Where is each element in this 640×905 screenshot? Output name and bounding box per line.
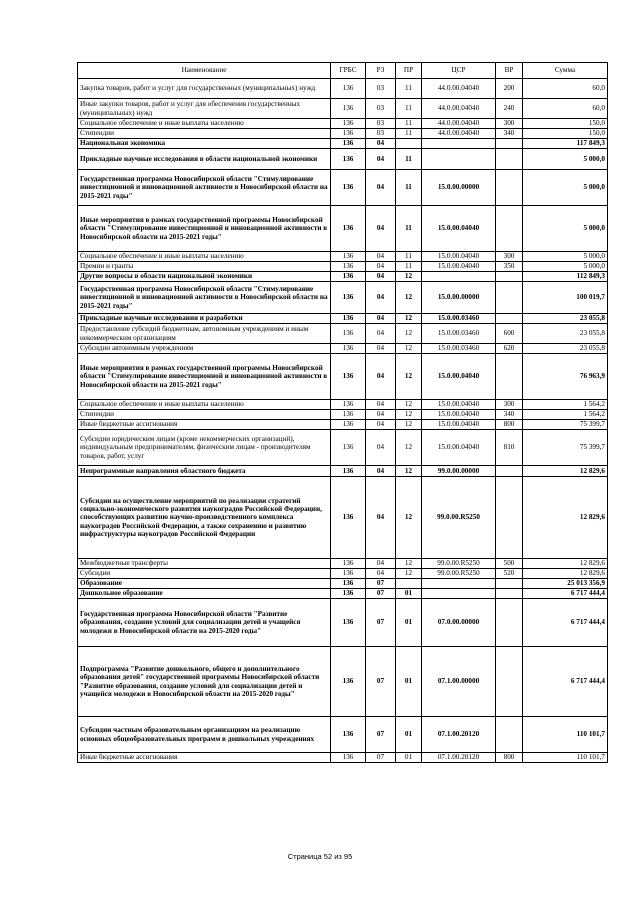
cell-pr: 12 <box>396 430 422 466</box>
table-row <box>78 753 608 763</box>
cell-csr: 99.0.00.00000 <box>422 466 496 477</box>
cell-pr: 12 <box>396 466 422 477</box>
cell-grbs: 136 <box>331 170 366 206</box>
cell-name: Иные бюджетные ассигнования <box>78 420 331 430</box>
table-row <box>78 252 608 262</box>
table-row <box>78 599 608 647</box>
cell-rz: 04 <box>366 262 396 272</box>
table-row <box>78 119 608 129</box>
cell-sum: 12 829,6 <box>523 466 608 477</box>
table-row <box>78 79 608 99</box>
table-row <box>78 170 608 206</box>
cell-rz: 07 <box>366 717 396 753</box>
cell-grbs: 136 <box>331 139 366 149</box>
cell-vr: 810 <box>496 430 523 466</box>
table-row <box>78 579 608 589</box>
cell-rz: 04 <box>366 344 396 354</box>
cell-csr: 15.0.00.00000 <box>422 170 496 206</box>
table-header-row <box>78 63 608 79</box>
cell-csr <box>422 139 496 149</box>
cell-pr: 12 <box>396 344 422 354</box>
cell-sum: 25 013 356,9 <box>523 579 608 589</box>
cell-sum: 117 849,3 <box>523 139 608 149</box>
cell-name: Социальное обеспечение и иные выплаты населению <box>78 119 331 129</box>
cell-sum: 60,0 <box>523 79 608 99</box>
cell-csr: 07.0.00.00000 <box>422 599 496 647</box>
cell-vr <box>496 477 523 559</box>
cell-vr <box>496 579 523 589</box>
cell-vr: 800 <box>496 753 523 763</box>
cell-vr: 600 <box>496 324 523 344</box>
cell-csr <box>422 149 496 170</box>
cell-name: Государственная программа Новосибирской области "Стимулирование инвестиционной и инновационной активности в Новосибирской области на 2015-2021 годы" <box>78 170 331 206</box>
cell-rz: 04 <box>366 139 396 149</box>
cell-sum: 150,0 <box>523 119 608 129</box>
cell-sum: 6 717 444,4 <box>523 599 608 647</box>
cell-vr: 620 <box>496 344 523 354</box>
cell-rz: 04 <box>366 282 396 314</box>
cell-rz: 07 <box>366 589 396 599</box>
cell-name: Другие вопросы в области национальной экономики <box>78 272 331 282</box>
cell-name: Премии и гранты <box>78 262 331 272</box>
cell-name: Образование <box>78 579 331 589</box>
cell-rz: 04 <box>366 477 396 559</box>
cell-name: Иные мероприятия в рамках государственной программы Новосибирской области "Стимулирование инвестиционной и инновационной активности в Новосибирской области на 2015-2021 годы" <box>78 206 331 252</box>
cell-name: Национальная экономика <box>78 139 331 149</box>
cell-pr: 11 <box>396 149 422 170</box>
cell-name: Прикладные научные исследования в области национальной экономики <box>78 149 331 170</box>
cell-vr: 520 <box>496 569 523 579</box>
cell-vr <box>496 717 523 753</box>
cell-name: Иные закупки товаров, работ и услуг для обеспечения государственных (муниципальных) нужд <box>78 99 331 119</box>
table-row <box>78 206 608 252</box>
cell-grbs: 136 <box>331 589 366 599</box>
cell-csr: 15.0.00.04040 <box>422 420 496 430</box>
cell-pr: 12 <box>396 569 422 579</box>
cell-sum: 12 829,6 <box>523 559 608 569</box>
cell-name: Государственная программа Новосибирской области "Развитие образования, создание условий для социализации детей и учащейся молодежи в Новосибирской области на 2015-2020 годы" <box>78 599 331 647</box>
cell-name: Закупка товаров, работ и услуг для государственных (муниципальных) нужд <box>78 79 331 99</box>
cell-sum: 76 963,9 <box>523 354 608 400</box>
cell-name: Социальное обеспечение и иные выплаты населению <box>78 400 331 410</box>
cell-grbs: 136 <box>331 314 366 324</box>
cell-grbs: 136 <box>331 79 366 99</box>
cell-pr: 12 <box>396 420 422 430</box>
cell-csr: 07.1.00.20120 <box>422 717 496 753</box>
cell-vr: 300 <box>496 119 523 129</box>
cell-name: Прикладные научные исследования и разработки <box>78 314 331 324</box>
cell-pr: 11 <box>396 99 422 119</box>
table-row <box>78 324 608 344</box>
cell-sum: 5 000,0 <box>523 170 608 206</box>
header-csr: ЦСР <box>422 63 496 79</box>
cell-pr: 12 <box>396 477 422 559</box>
cell-pr: 11 <box>396 129 422 139</box>
cell-csr: 15.0.00.04040 <box>422 262 496 272</box>
cell-name: Непрограммные направления областного бюджета <box>78 466 331 477</box>
budget-table <box>77 62 608 763</box>
cell-pr: 01 <box>396 647 422 717</box>
cell-csr <box>422 579 496 589</box>
cell-csr: 15.0.00.00000 <box>422 282 496 314</box>
cell-name: Подпрограмма "Развитие дошкольного, общего и дополнительного образования детей" государственной программы Новосибирской области "Развитие образования, создание условий для социализации детей и учащейся молодежи в Новосибирской области на 2015-2020 годы" <box>78 647 331 717</box>
table-row <box>78 477 608 559</box>
cell-name: Субсидии юридическим лицам (кроме некоммерческих организаций), индивидуальным предпринимателям, физическим лицам - производителям товаров, работ, услуг <box>78 430 331 466</box>
cell-name: Предоставление субсидий бюджетным, автономным учреждениям и иным некоммерческим организациям <box>78 324 331 344</box>
cell-rz: 04 <box>366 272 396 282</box>
cell-grbs: 136 <box>331 99 366 119</box>
cell-rz: 04 <box>366 206 396 252</box>
cell-rz: 03 <box>366 129 396 139</box>
cell-grbs: 136 <box>331 206 366 252</box>
cell-sum: 6 717 444,4 <box>523 589 608 599</box>
cell-pr: 11 <box>396 170 422 206</box>
cell-sum: 110 101,7 <box>523 717 608 753</box>
cell-vr <box>496 354 523 400</box>
cell-vr: 800 <box>496 420 523 430</box>
cell-pr: 01 <box>396 599 422 647</box>
cell-grbs: 136 <box>331 717 366 753</box>
cell-rz: 07 <box>366 647 396 717</box>
cell-grbs: 136 <box>331 579 366 589</box>
cell-rz: 04 <box>366 559 396 569</box>
cell-grbs: 136 <box>331 272 366 282</box>
cell-grbs: 136 <box>331 354 366 400</box>
table-row <box>78 559 608 569</box>
cell-sum: 23 055,8 <box>523 324 608 344</box>
cell-grbs: 136 <box>331 149 366 170</box>
cell-rz: 07 <box>366 753 396 763</box>
table-row <box>78 262 608 272</box>
cell-name: Государственная программа Новосибирской области "Стимулирование инвестиционной и инновационной активности в Новосибирской области на 2015-2021 годы" <box>78 282 331 314</box>
cell-rz: 04 <box>366 170 396 206</box>
table-row <box>78 282 608 314</box>
header-pr: ПР <box>396 63 422 79</box>
cell-csr: 99.0.00.R5250 <box>422 569 496 579</box>
cell-vr: 340 <box>496 410 523 420</box>
cell-name: Иные мероприятия в рамках государственной программы Новосибирской области "Стимулирование инвестиционной и инновационной активности в Новосибирской области на 2015-2021 годы" <box>78 354 331 400</box>
cell-pr: 12 <box>396 354 422 400</box>
cell-sum: 150,0 <box>523 129 608 139</box>
cell-vr <box>496 282 523 314</box>
cell-pr: 01 <box>396 589 422 599</box>
cell-vr: 500 <box>496 559 523 569</box>
cell-rz: 03 <box>366 79 396 99</box>
cell-pr: 12 <box>396 400 422 410</box>
cell-grbs: 136 <box>331 252 366 262</box>
cell-name: Дошкольное образование <box>78 589 331 599</box>
cell-csr: 15.0.00.04040 <box>422 410 496 420</box>
cell-grbs: 136 <box>331 400 366 410</box>
table-row <box>78 139 608 149</box>
cell-vr: 300 <box>496 252 523 262</box>
cell-name: Субсидии частным образовательным организациям на реализацию основных общеобразовательных программ в дошкольных учреждениях <box>78 717 331 753</box>
table-row <box>78 129 608 139</box>
cell-name: Субсидии <box>78 569 331 579</box>
cell-pr: 01 <box>396 753 422 763</box>
table-row <box>78 589 608 599</box>
cell-rz: 03 <box>366 119 396 129</box>
cell-rz: 04 <box>366 400 396 410</box>
cell-grbs: 136 <box>331 420 366 430</box>
cell-vr <box>496 206 523 252</box>
cell-sum: 75 399,7 <box>523 420 608 430</box>
cell-rz: 04 <box>366 314 396 324</box>
header-grbs: ГРБС <box>331 63 366 79</box>
cell-grbs: 136 <box>331 129 366 139</box>
cell-vr <box>496 314 523 324</box>
cell-vr: 350 <box>496 262 523 272</box>
cell-sum: 6 717 444,4 <box>523 647 608 717</box>
cell-pr: 11 <box>396 79 422 99</box>
cell-grbs: 136 <box>331 753 366 763</box>
cell-rz: 03 <box>366 99 396 119</box>
cell-csr: 44.0.00.04040 <box>422 99 496 119</box>
header-sum: Сумма <box>523 63 608 79</box>
header-name: Наименование <box>78 63 331 79</box>
cell-grbs: 136 <box>331 282 366 314</box>
cell-csr: 99.0.00.R5250 <box>422 559 496 569</box>
cell-csr: 15.0.00.03460 <box>422 344 496 354</box>
cell-name: Стипендии <box>78 129 331 139</box>
cell-vr <box>496 170 523 206</box>
table-row <box>78 466 608 477</box>
cell-csr: 99.0.00.R5250 <box>422 477 496 559</box>
cell-vr: 200 <box>496 79 523 99</box>
cell-sum: 5 000,0 <box>523 262 608 272</box>
cell-name: Иные бюджетные ассигнования <box>78 753 331 763</box>
cell-pr: 11 <box>396 119 422 129</box>
cell-vr <box>496 466 523 477</box>
cell-vr <box>496 647 523 717</box>
cell-csr: 15.0.00.04040 <box>422 252 496 262</box>
table-row <box>78 344 608 354</box>
table-row <box>78 400 608 410</box>
header-rz: РЗ <box>366 63 396 79</box>
cell-csr: 15.0.00.04040 <box>422 354 496 400</box>
cell-csr: 15.0.00.04040 <box>422 430 496 466</box>
cell-sum: 60,0 <box>523 99 608 119</box>
cell-grbs: 136 <box>331 569 366 579</box>
cell-pr: 12 <box>396 559 422 569</box>
cell-grbs: 136 <box>331 647 366 717</box>
table-row <box>78 420 608 430</box>
cell-pr: 11 <box>396 206 422 252</box>
cell-pr <box>396 579 422 589</box>
cell-sum: 5 000,0 <box>523 206 608 252</box>
table-row <box>78 410 608 420</box>
cell-rz: 04 <box>366 149 396 170</box>
cell-csr: 44.0.00.04040 <box>422 79 496 99</box>
cell-csr <box>422 589 496 599</box>
table-row <box>78 647 608 717</box>
cell-pr: 12 <box>396 410 422 420</box>
cell-pr: 12 <box>396 282 422 314</box>
table-row <box>78 149 608 170</box>
cell-pr: 12 <box>396 324 422 344</box>
cell-vr <box>496 139 523 149</box>
cell-vr <box>496 599 523 647</box>
cell-grbs: 136 <box>331 119 366 129</box>
cell-vr: 300 <box>496 400 523 410</box>
cell-sum: 5 000,0 <box>523 252 608 262</box>
cell-pr <box>396 139 422 149</box>
table-row <box>78 717 608 753</box>
cell-sum: 5 000,0 <box>523 149 608 170</box>
cell-csr: 07.1.00.20120 <box>422 753 496 763</box>
cell-grbs: 136 <box>331 477 366 559</box>
cell-grbs: 136 <box>331 262 366 272</box>
cell-name: Стипендии <box>78 410 331 420</box>
cell-sum: 1 564,2 <box>523 410 608 420</box>
cell-pr: 01 <box>396 717 422 753</box>
cell-csr: 15.0.00.03460 <box>422 324 496 344</box>
cell-grbs: 136 <box>331 466 366 477</box>
table-row <box>78 99 608 119</box>
cell-rz: 04 <box>366 252 396 262</box>
table-body <box>78 79 608 763</box>
table-row <box>78 272 608 282</box>
cell-vr: 340 <box>496 129 523 139</box>
cell-sum: 112 849,3 <box>523 272 608 282</box>
cell-sum: 100 019,7 <box>523 282 608 314</box>
cell-sum: 12 829,6 <box>523 477 608 559</box>
cell-grbs: 136 <box>331 430 366 466</box>
cell-rz: 04 <box>366 569 396 579</box>
cell-grbs: 136 <box>331 559 366 569</box>
cell-csr <box>422 272 496 282</box>
cell-name: Социальное обеспечение и иные выплаты населению <box>78 252 331 262</box>
cell-sum: 12 829,6 <box>523 569 608 579</box>
cell-grbs: 136 <box>331 324 366 344</box>
cell-rz: 07 <box>366 599 396 647</box>
cell-vr <box>496 589 523 599</box>
cell-vr <box>496 149 523 170</box>
cell-sum: 110 101,7 <box>523 753 608 763</box>
cell-sum: 1 564,2 <box>523 400 608 410</box>
cell-vr <box>496 272 523 282</box>
cell-name: Субсидии на осуществление мероприятий по реализации стратегий социально-экономического развития наукоградов Российской Федерации, способствующих развитию научно-производственного комплекса наукоградов Российской Федерации, а также сохранению и развитию инфраструктуры наукоградов Российской Федерации <box>78 477 331 559</box>
cell-rz: 07 <box>366 579 396 589</box>
cell-rz: 04 <box>366 354 396 400</box>
table-row <box>78 569 608 579</box>
cell-name: Межбюджетные трансферты <box>78 559 331 569</box>
table-row <box>78 354 608 400</box>
cell-csr: 07.1.00.00000 <box>422 647 496 717</box>
cell-pr: 11 <box>396 252 422 262</box>
cell-name: Субсидии автономным учреждениям <box>78 344 331 354</box>
cell-grbs: 136 <box>331 599 366 647</box>
table-row <box>78 314 608 324</box>
page-number: Страница 52 из 95 <box>287 852 353 861</box>
cell-csr: 15.0.00.04040 <box>422 206 496 252</box>
cell-rz: 04 <box>366 324 396 344</box>
cell-rz: 04 <box>366 420 396 430</box>
cell-rz: 04 <box>366 466 396 477</box>
table-row <box>78 430 608 466</box>
cell-csr: 15.0.00.04040 <box>422 400 496 410</box>
header-vr: ВР <box>496 63 523 79</box>
cell-sum: 75 399,7 <box>523 430 608 466</box>
cell-rz: 04 <box>366 410 396 420</box>
cell-pr: 12 <box>396 272 422 282</box>
cell-csr: 44.0.00.04040 <box>422 119 496 129</box>
cell-sum: 23 055,8 <box>523 314 608 324</box>
cell-grbs: 136 <box>331 344 366 354</box>
cell-grbs: 136 <box>331 410 366 420</box>
cell-csr: 15.0.00.03460 <box>422 314 496 324</box>
cell-pr: 12 <box>396 314 422 324</box>
cell-rz: 04 <box>366 430 396 466</box>
cell-pr: 11 <box>396 262 422 272</box>
cell-csr: 44.0.00.04040 <box>422 129 496 139</box>
cell-sum: 23 055,8 <box>523 344 608 354</box>
cell-vr: 240 <box>496 99 523 119</box>
